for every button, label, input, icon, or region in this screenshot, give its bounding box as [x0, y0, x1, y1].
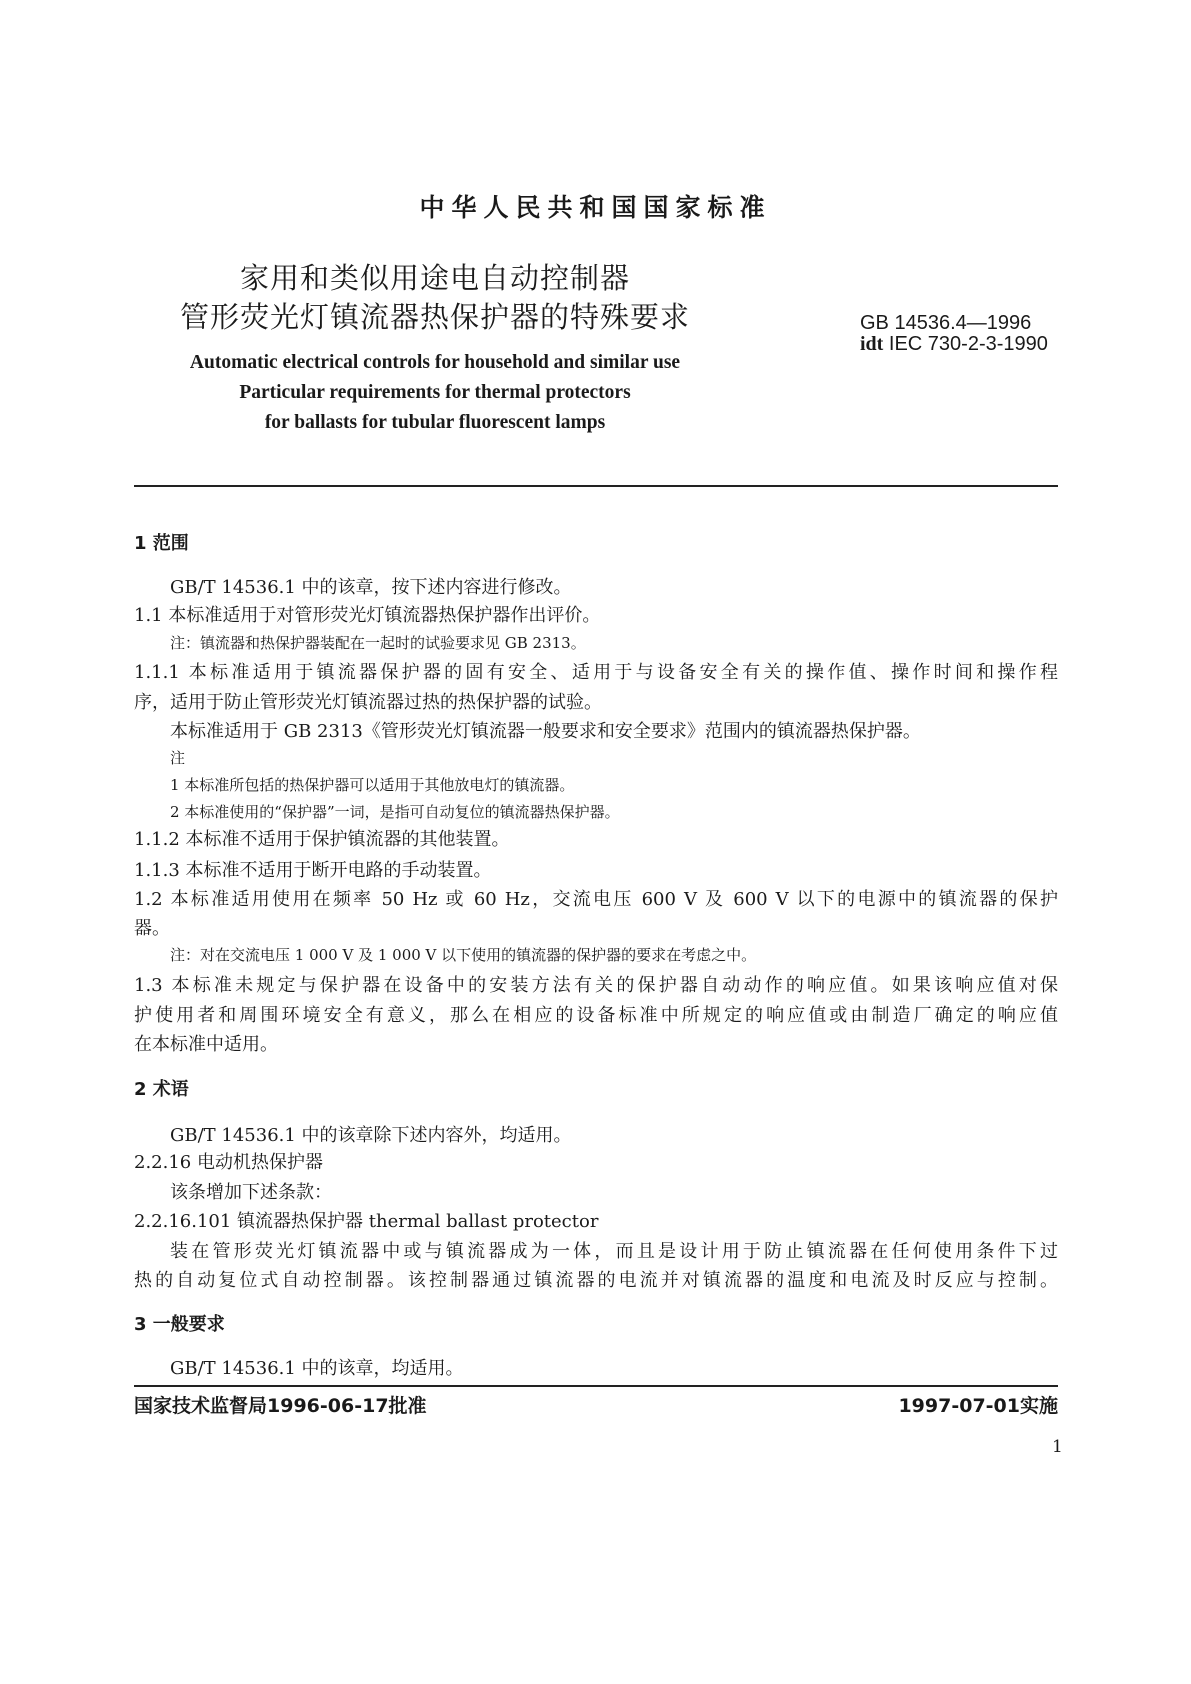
approval-date: 国家技术监督局1996-06-17批准 [134, 1395, 427, 1417]
page-number: 1 [1052, 1437, 1063, 1457]
title-en-line-3: for ballasts for tubular fluorescent lamps [264, 412, 606, 433]
effective-date: 1997-07-01实施 [898, 1395, 1058, 1417]
national-standard-heading: 中华人民共和国国家标准 [419, 193, 772, 222]
clause-1-1-2: 1.1.2 本标准不适用于保护镇流器的其他装置。 [134, 829, 510, 850]
clause-1-1-note: 注：镇流器和热保护器装配在一起时的试验要求见 GB 2313。 [170, 634, 586, 652]
s3-intro: GB/T 14536.1 中的该章，均适用。 [170, 1358, 464, 1379]
s2-intro: GB/T 14536.1 中的该章除下述内容外，均适用。 [170, 1125, 572, 1146]
clause-1-1-1-line-a: 1.1.1 本标准适用于镇流器保护器的固有安全、适用于与设备安全有关的操作值、操作时间和操作程 [134, 662, 1058, 683]
note-1: 1 本标准所包括的热保护器可以适用于其他放电灯的镇流器。 [170, 776, 575, 794]
title-en-line-2: Particular requirements for thermal protectors [239, 382, 631, 403]
section-2-heading: 2 术语 [134, 1079, 189, 1100]
note-label: 注 [170, 749, 186, 767]
clause-2-2-16-101: 2.2.16.101 镇流器热保护器 thermal ballast protector [134, 1211, 599, 1232]
clause-1-3-line-b: 护使用者和周围环境安全有意义，那么在相应的设备标准中所规定的响应值或由制造厂确定的响应值 [134, 1005, 1058, 1026]
clause-1-2-note: 注：对在交流电压 1 000 V 及 1 000 V 以下使用的镇流器的保护器的要求在考虑之中。 [170, 946, 757, 964]
title-en-line-1: Automatic electrical controls for household and similar use [189, 352, 681, 373]
standard-number: GB 14536.4—1996 [860, 312, 1032, 334]
title-cn-line-2: 管形荧光灯镇流器热保护器的特殊要求 [179, 300, 690, 334]
section-3-heading: 3 一般要求 [134, 1314, 225, 1335]
clause-1-3-line-c: 在本标准中适用。 [134, 1034, 278, 1055]
clause-1-2-line-b: 器。 [134, 918, 170, 939]
definition-line-a: 装在管形荧光灯镇流器中或与镇流器成为一体，而且是设计用于防止镇流器在任何使用条件下过 [170, 1241, 1058, 1262]
section-1-heading: 1 范围 [134, 533, 189, 554]
idt-iec: IEC 730-2-3-1990 [888, 333, 1048, 355]
footer-rule [134, 1385, 1058, 1387]
title-cn-line-1: 家用和类似用途电自动控制器 [239, 261, 630, 295]
clause-1-1-1-line-b: 序，适用于防止管形荧光灯镇流器过热的热保护器的试验。 [134, 692, 602, 713]
s1-intro: GB/T 14536.1 中的该章，按下述内容进行修改。 [170, 577, 572, 598]
definition-line-b: 热的自动复位式自动控制器。该控制器通过镇流器的电流并对镇流器的温度和电流及时反应与控制。 [134, 1270, 1058, 1291]
clause-1-2-line-a: 1.2 本标准适用使用在频率 50 Hz 或 60 Hz，交流电压 600 V 及 600 V 以下的电源中的镇流器的保护 [134, 889, 1058, 910]
header-rule [134, 485, 1058, 487]
clause-1-1-3: 1.1.3 本标准不适用于断开电路的手动装置。 [134, 860, 492, 881]
note-2: 2 本标准使用的“保护器”一词，是指可自动复位的镇流器热保护器。 [170, 803, 620, 821]
clause-2-2-16: 2.2.16 电动机热保护器 [134, 1152, 323, 1173]
idt-reference [860, 333, 1048, 356]
clause-1-1: 1.1 本标准适用于对管形荧光灯镇流器热保护器作出评价。 [134, 605, 601, 626]
s2-add: 该条增加下述条款： [170, 1182, 332, 1203]
clause-1-3-line-a: 1.3 本标准未规定与保护器在设备中的安装方法有关的保护器自动动作的响应值。如果该响应值对保 [134, 975, 1058, 996]
clause-1-1-1-line-c: 本标准适用于 GB 2313《管形荧光灯镇流器一般要求和安全要求》范围内的镇流器热保护器。 [170, 721, 921, 742]
idt-prefix: idt [860, 333, 884, 355]
